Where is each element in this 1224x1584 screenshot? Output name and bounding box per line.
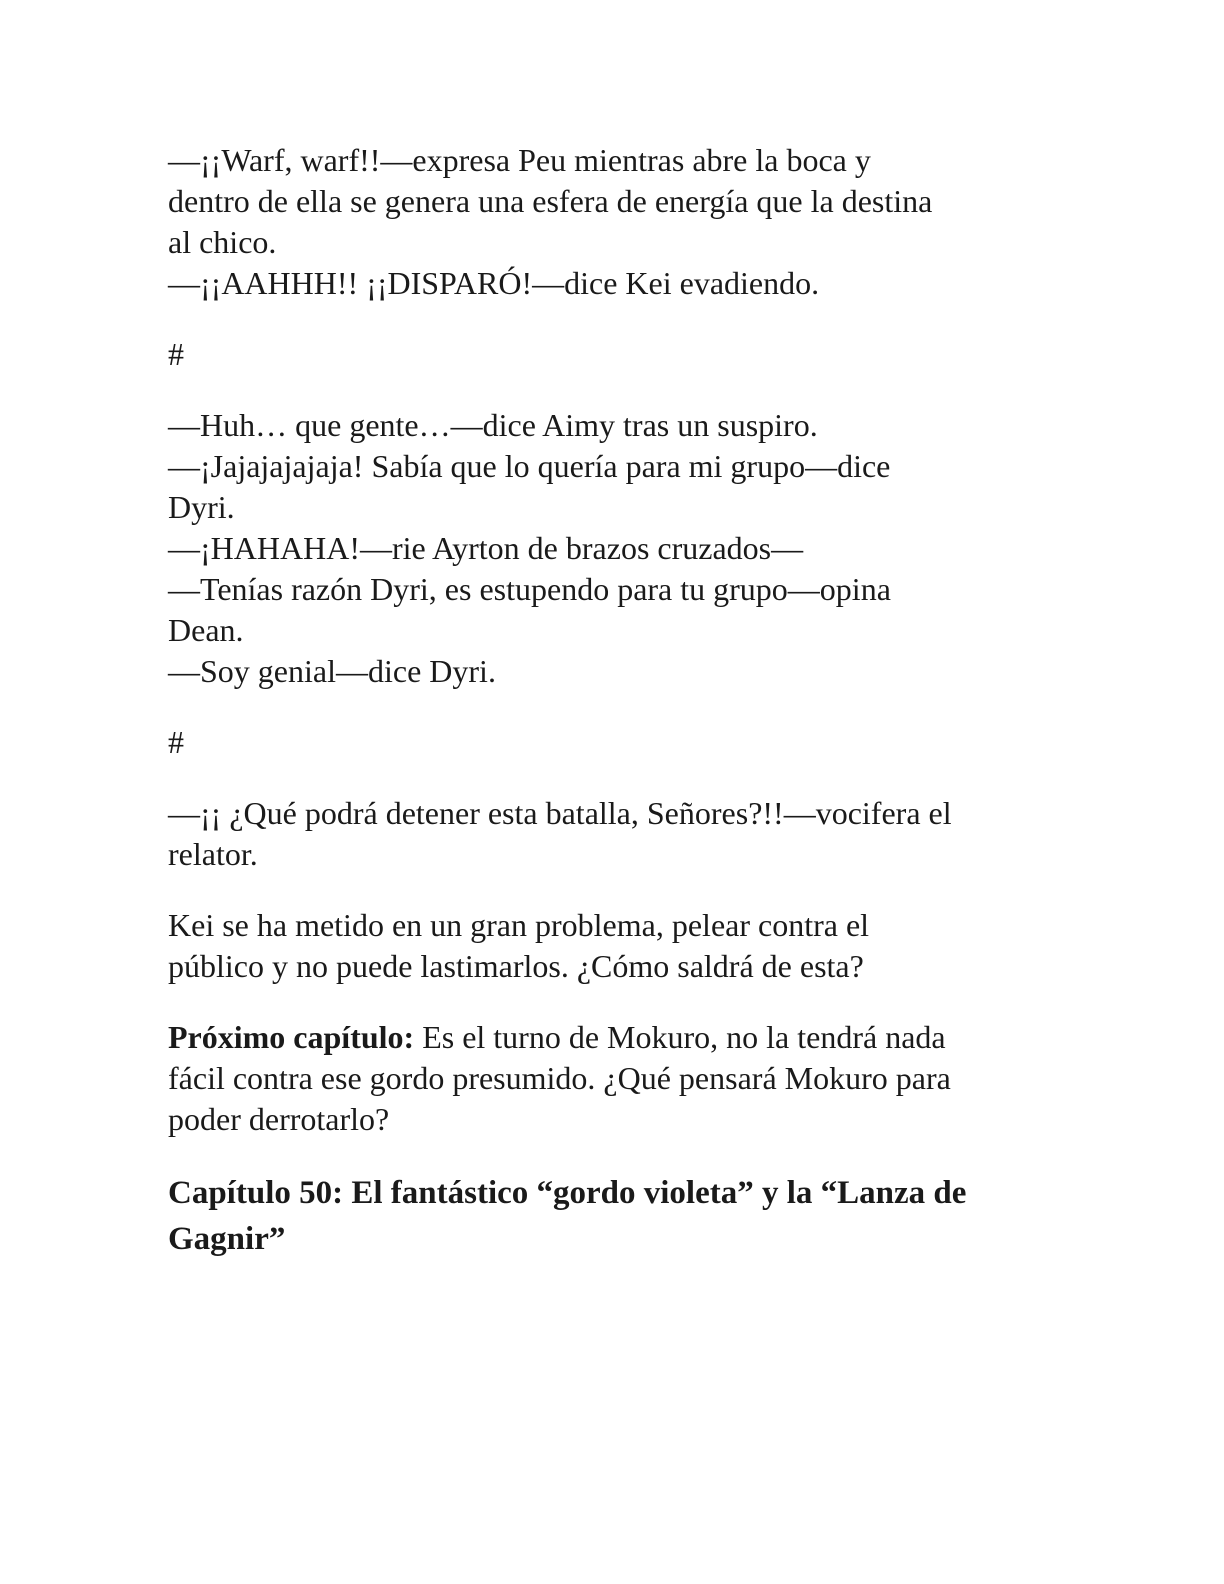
text-line: —¡¡Warf, warf!!—expresa Peu mientras abre la boca y xyxy=(168,142,871,178)
text-line: fácil contra ese gordo presumido. ¿Qué pensará Mokuro para xyxy=(168,1060,951,1096)
spacer xyxy=(168,875,1058,905)
text-line: —¡HAHAHA!—rie Ayrton de brazos cruzados— xyxy=(168,530,804,566)
dialogue-block-1 xyxy=(168,140,1058,304)
spacer xyxy=(168,375,1058,405)
text-line: al chico. xyxy=(168,224,277,260)
spacer xyxy=(168,987,1058,1017)
dialogue-block-2 xyxy=(168,405,1058,692)
text-line: poder derrotarlo? xyxy=(168,1101,390,1137)
text-line: Dean. xyxy=(168,612,244,648)
spacer xyxy=(168,1140,1058,1170)
chapter-heading xyxy=(168,1170,1058,1262)
text-line: Kei se ha metido en un gran problema, pelear contra el xyxy=(168,907,870,943)
spacer xyxy=(168,692,1058,722)
text-line: Dyri. xyxy=(168,489,235,525)
text-line: —Soy genial—dice Dyri. xyxy=(168,653,496,689)
text-line: —¡¡ ¿Qué podrá detener esta batalla, Señores?!!—vocifera el xyxy=(168,795,952,831)
next-chapter-label: Próximo capítulo: xyxy=(168,1019,415,1055)
text-line: —Huh… que gente…—dice Aimy tras un suspiro. xyxy=(168,407,818,443)
text-line: —Tenías razón Dyri, es estupendo para tu grupo—opina xyxy=(168,571,891,607)
text-line: público y no puede lastimarlos. ¿Cómo saldrá de esta? xyxy=(168,948,864,984)
scene-separator: # xyxy=(168,724,184,760)
text-line: dentro de ella se genera una esfera de energía que la destina xyxy=(168,183,933,219)
next-chapter-paragraph xyxy=(168,1017,1058,1140)
narration-paragraph xyxy=(168,905,1058,987)
text-line: —¡Jajajajajaja! Sabía que lo quería para mi grupo—dice xyxy=(168,448,891,484)
text-line: relator. xyxy=(168,836,258,872)
spacer xyxy=(168,763,1058,793)
spacer xyxy=(168,304,1058,334)
chapter-heading-line: Gagnir” xyxy=(168,1221,286,1257)
document-page xyxy=(168,140,1058,1262)
text-line xyxy=(168,1017,1058,1058)
chapter-heading-line: Capítulo 50: El fantástico “gordo violeta” y la “Lanza de xyxy=(168,1175,967,1211)
text-line: —¡¡AAHHH!! ¡¡DISPARÓ!—dice Kei evadiendo. xyxy=(168,265,820,301)
scene-separator: # xyxy=(168,336,184,372)
next-chapter-text: Es el turno de Mokuro, no la tendrá nada xyxy=(414,1019,946,1055)
dialogue-block-3 xyxy=(168,793,1058,875)
